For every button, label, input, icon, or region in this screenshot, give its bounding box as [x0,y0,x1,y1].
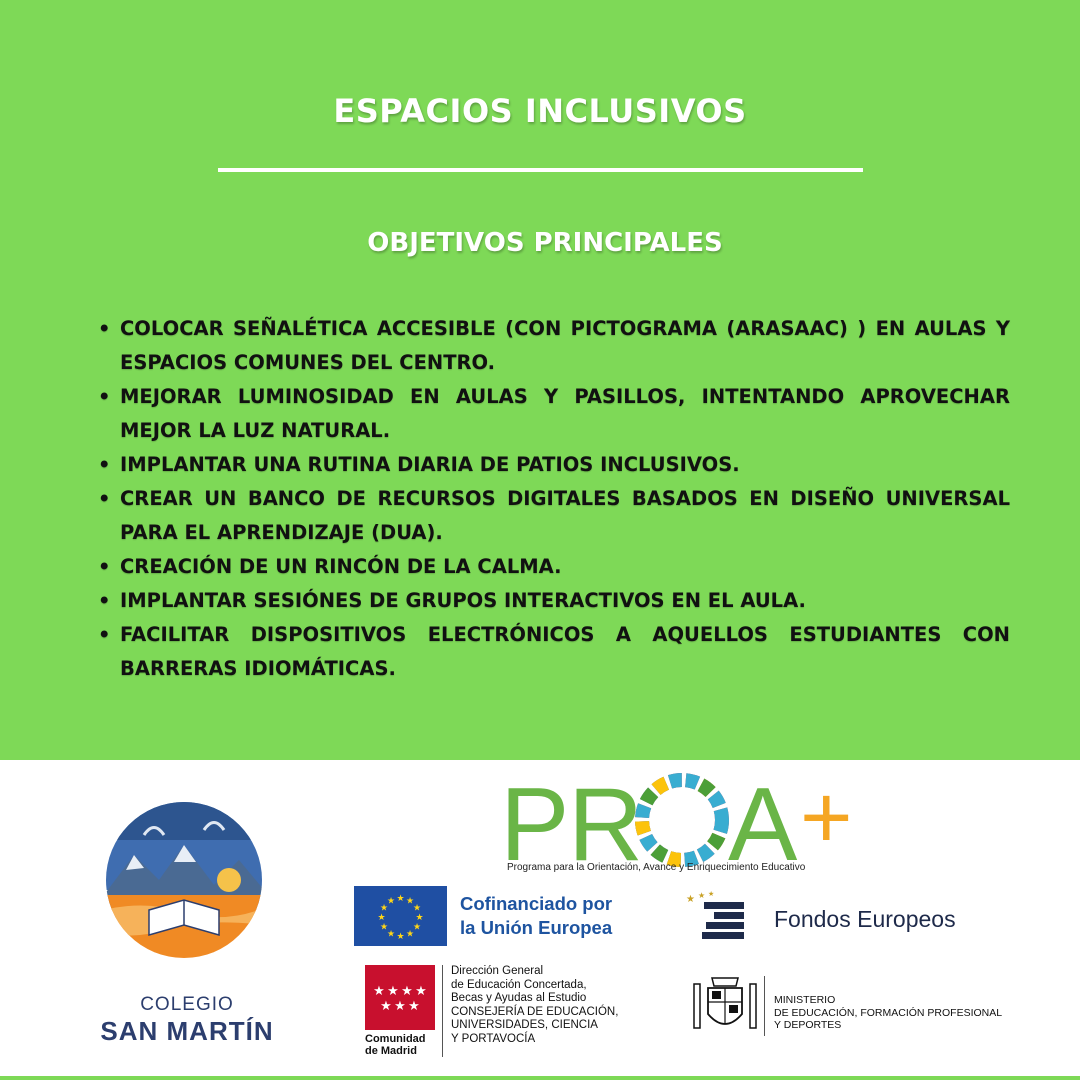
bottom-accent-line [0,1076,1080,1080]
svg-text:★: ★ [396,932,405,942]
svg-text:★: ★ [386,929,396,940]
eu-text-line2: la Unión Europea [460,917,613,938]
madrid-text-line: Y PORTAVOCÍA [451,1032,536,1045]
madrid-text-line: CONSEJERÍA DE EDUCACIÓN, [451,1005,619,1018]
madrid-flag-icon [365,965,435,1030]
fondos-europeos-text: Fondos Europeos [774,906,956,932]
madrid-name-line1: Comunidad [365,1033,426,1045]
section-subtitle: OBJETIVOS PRINCIPALES [367,228,723,258]
svg-text:★: ★ [377,913,386,923]
svg-text:★: ★ [408,999,420,1014]
objective-item: • COLOCAR SEÑALÉTICA ACCESIBLE (CON PICTOGRAMA (ARASAAC) ) EN AULAS Y ESPACIOS COMUNES DEL CENTRO. [98,312,1010,380]
proa-plus-sign: + [800,768,853,868]
ministerio-text-line: MINISTERIO [774,994,836,1006]
svg-text:★: ★ [386,896,396,907]
colegio-name: SAN MARTÍN [100,1016,274,1046]
proa-letter-r: R [568,768,644,876]
proa-plus-logo [500,768,890,876]
svg-text:★: ★ [379,903,389,914]
eu-text-line1: Cofinanciado por [460,893,613,914]
madrid-text-line: de Educación Concertada, [451,978,587,991]
madrid-name-line2: de Madrid [365,1045,417,1057]
svg-text:★: ★ [405,896,415,907]
objective-item: • CREACIÓN DE UN RINCÓN DE LA CALMA. [98,550,1010,584]
svg-text:★: ★ [412,922,422,933]
proa-letter-a: A [728,768,798,876]
fondos-europeos-logo [684,890,956,950]
sdg-wheel-icon [642,780,722,860]
svg-text:★: ★ [405,929,415,940]
spain-coat-of-arms-icon [690,974,760,1038]
svg-text:★: ★ [415,984,427,999]
objective-item: • MEJORAR LUMINOSIDAD EN AULAS Y PASILLOS, INTENTANDO APROVECHAR MEJOR LA LUZ NATURAL. [98,380,1010,448]
svg-text:★: ★ [698,891,706,900]
page-title: ESPACIOS INCLUSIVOS [333,92,747,130]
madrid-text-line: UNIVERSIDADES, CIENCIA [451,1019,598,1031]
svg-text:★: ★ [373,984,385,999]
objective-item: • IMPLANTAR SESIÓNES DE GRUPOS INTERACTIVOS EN EL AULA. [98,584,1010,618]
proa-tagline: Programa para la Orientación, Avance y Enriquecimiento Educativo [507,862,806,873]
colegio-emblem-icon [104,800,264,960]
fondos-europeos-icon [684,890,764,946]
eu-flag-icon [354,886,447,946]
svg-text:★: ★ [379,922,389,933]
objectives-list [98,312,1010,686]
svg-text:★: ★ [380,999,392,1014]
svg-text:★: ★ [394,999,406,1014]
ministerio-educacion-logo [690,974,1003,1042]
svg-text:★: ★ [396,894,405,904]
colegio-san-martin-logo [92,800,282,1047]
madrid-text-line: Dirección General [451,965,544,977]
proa-letter-p: P [500,768,570,876]
madrid-divider [442,965,443,1057]
objective-item: • CREAR UN BANCO DE RECURSOS DIGITALES BASADOS EN DISEÑO UNIVERSAL PARA EL APRENDIZAJE (DUA). [98,482,1010,550]
title-divider [218,168,863,172]
svg-text:★: ★ [708,890,715,898]
svg-text:★: ★ [415,913,424,923]
ministerio-text-line: Y DEPORTES [774,1019,842,1031]
colegio-label: COLEGIO [140,994,234,1015]
ministerio-divider [764,976,765,1036]
svg-text:★: ★ [412,903,422,914]
ministerio-text-line: DE EDUCACIÓN, FORMACIÓN PROFESIONAL [774,1006,1003,1019]
objective-item: • FACILITAR DISPOSITIVOS ELECTRÓNICOS A AQUELLOS ESTUDIANTES CON BARRERAS IDIOMÁTICAS. [98,618,1010,686]
svg-text:★: ★ [387,984,399,999]
svg-text:★: ★ [686,894,695,905]
svg-text:★: ★ [401,984,413,999]
madrid-text-line: Becas y Ayudas al Estudio [451,992,587,1004]
objective-item: • IMPLANTAR UNA RUTINA DIARIA DE PATIOS INCLUSIVOS. [98,448,1010,482]
